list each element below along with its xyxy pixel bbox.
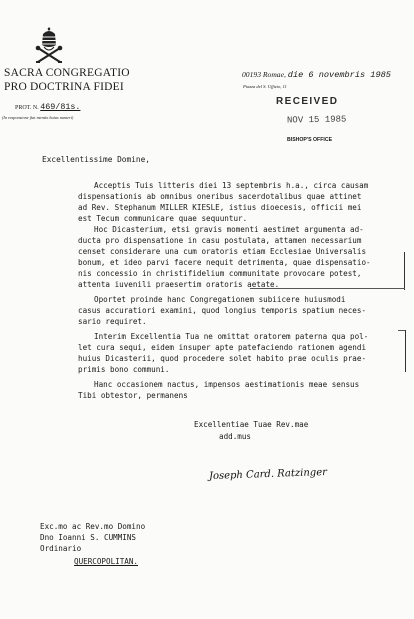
margin-bracket-2 [405, 330, 406, 372]
protocol-value: 469/81s. [40, 102, 81, 112]
protocol-note: (In responsione fiat mentio huius numeri) [2, 115, 74, 120]
congregation-line-1: SACRA CONGREGATIO [4, 67, 130, 79]
body-line: est Tecum communicare quae sequuntur. [78, 214, 248, 223]
received-date: NOV 15 1985 [286, 114, 347, 126]
salutation: Excellentissime Domine, [42, 155, 150, 164]
protocol-label: PROT. N. [15, 105, 39, 111]
closing-line-1: Excellentiae Tuae Rev.mae [194, 420, 309, 429]
margin-bracket [404, 252, 405, 290]
bishops-office-stamp: BISHOP'S OFFICE [287, 137, 333, 143]
body-line: Tibi obtestor, permanens [78, 391, 188, 400]
body-line: ducta pro dispensatione in casu postulata, attamen necessarium [78, 236, 362, 245]
body-line: ad Rev. Stephanum MILLER KIESLE, istius dioecesis, officii mei [78, 203, 362, 212]
body-line: sario requiret. [78, 317, 147, 326]
place-date [242, 70, 391, 81]
protocol-number [15, 102, 80, 114]
body-line: bonum, et ideo parvi facere nequit detrimenta, quae dispensatio- [78, 258, 371, 267]
addressee-line-1: Exc.mo ac Rev.mo Domino [40, 522, 146, 531]
closing-line-2: add.mus [219, 432, 252, 441]
body-line: Interim Excellentia Tua ne omittat oratorem paterna qua pol- [94, 332, 369, 341]
addressee-line-2: Dno Ioanni S. CUMMINS [40, 533, 137, 542]
body-line: Hoc Dicasterium, etsi gravis momenti aestimet argumenta ad- [94, 225, 364, 234]
received-stamp: RECEIVED [276, 96, 339, 107]
body-line: dispensationis ab omnibus oneribus sacerdotalibus quae attinet [78, 192, 362, 201]
addressee-line-3: Ordinario [40, 544, 82, 553]
body-line: nis concessio in christifidelium communitate provocare potest, [78, 269, 362, 278]
body-line: huius Dicasterii, quod procedere solet habito prae oculis prae- [78, 354, 367, 363]
signature: Joseph Card. Ratzinger [208, 466, 328, 483]
body-line: Oportet proinde hanc Congregationem subiicere huiusmodi [94, 295, 346, 304]
city: 00193 Romae, [242, 70, 286, 79]
letter-date: die 6 novembris 1985 [287, 70, 391, 80]
body-line: Hanc occasionem nactus, impensos aestimationis meae sensus [94, 380, 360, 389]
body-line: attenta iuvenili praesertim oratoris aetate. [78, 280, 280, 289]
margin-underline [250, 288, 405, 289]
body-line: primis bono communi. [78, 365, 170, 374]
body-line: Acceptis Tuis litteris diei 13 septembris h.a., circa causam [94, 181, 369, 190]
body-line: let cura sequi, eidem insuper apte patefaciendo rationem agendi [78, 343, 367, 352]
congregation-name [4, 66, 130, 94]
papal-emblem-icon [33, 26, 65, 64]
congregation-line-2: PRO DOCTRINA FIDEI [4, 81, 124, 93]
office-address: Piazza del S. Uffizio, 11 [243, 84, 287, 89]
body-line: censet considerare una cum oratoris etiam Ecclesiae Universalis [78, 247, 367, 256]
body-line: casus accuratiori examini, quod longius temporis spatium neces- [78, 306, 367, 315]
addressee-line-4: QUERCOPOLITAN. [74, 557, 139, 566]
